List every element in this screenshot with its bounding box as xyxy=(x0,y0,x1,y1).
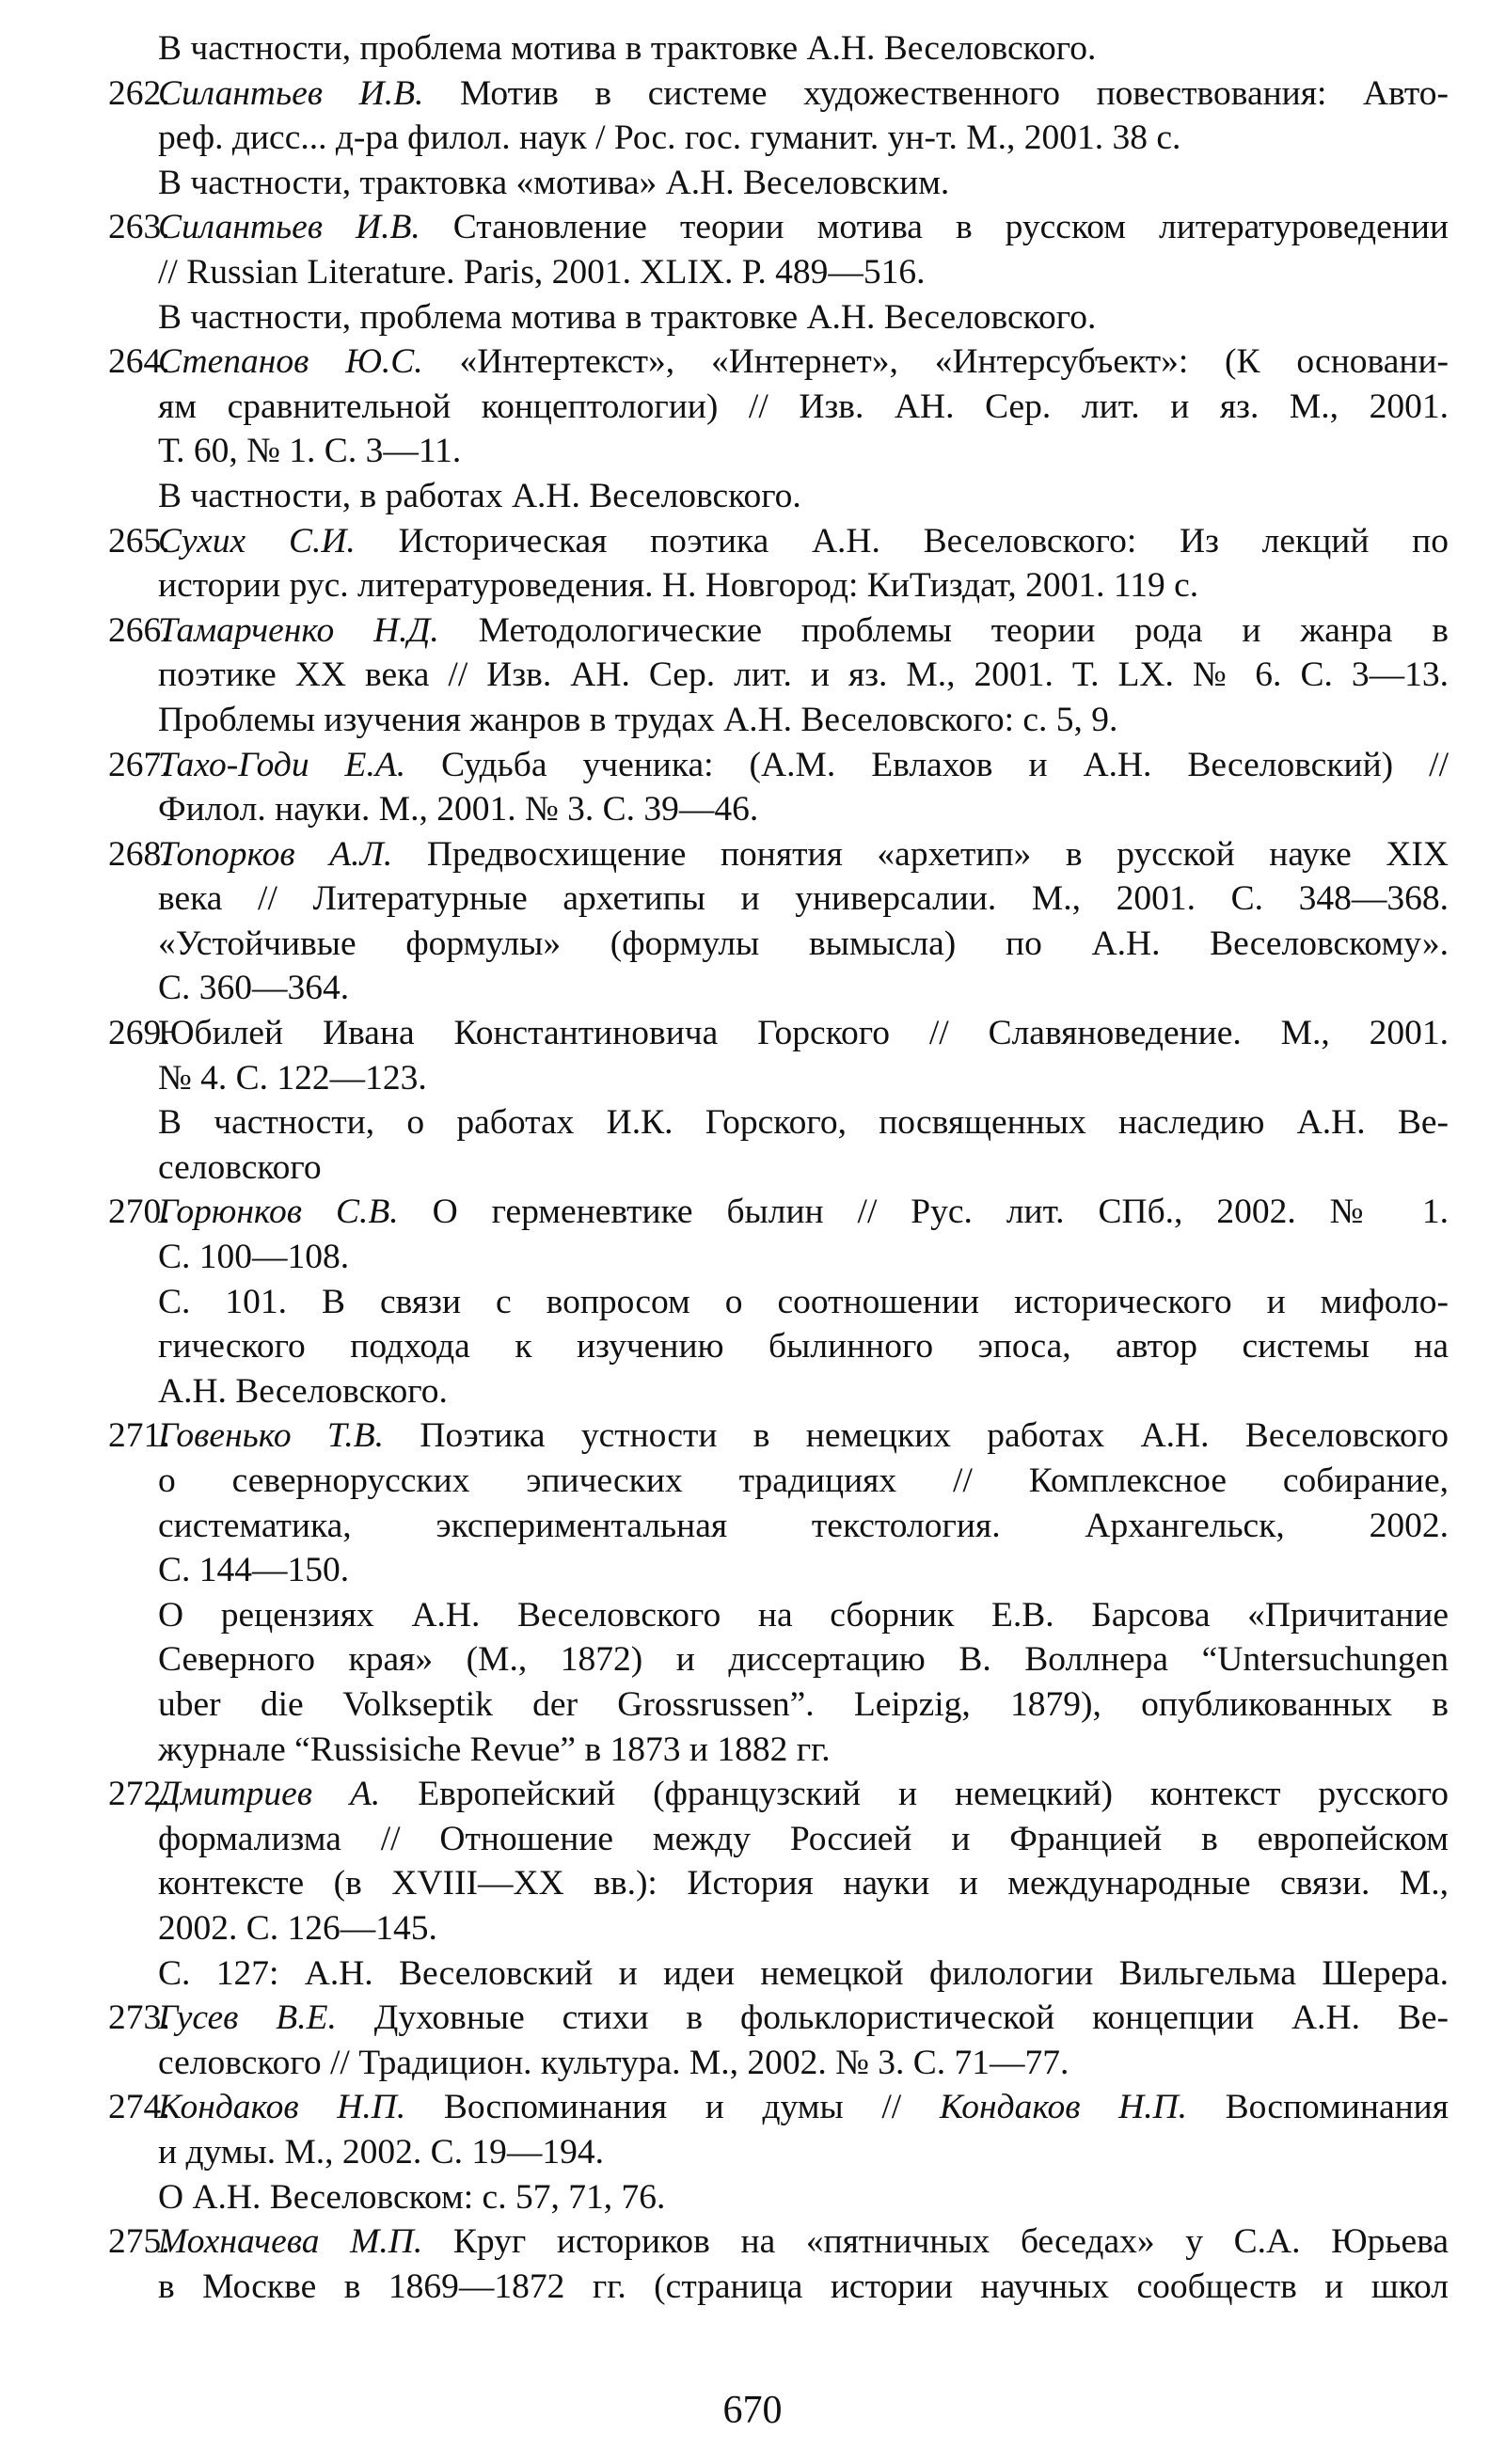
entry-author: Сухих С.И. xyxy=(158,521,356,561)
entry-line xyxy=(122,474,1449,519)
entry-line xyxy=(122,1906,1449,1951)
entry-number: 265. xyxy=(108,521,170,561)
entry-line xyxy=(122,1861,1449,1906)
entry-text: С. 144—150. xyxy=(158,1551,350,1590)
entry-text: Филол. науки. М., 2001. № 3. С. 39—46. xyxy=(158,790,759,829)
entry-text: О рецензиях А.Н. Веселовского на сборник Е.В. Барсова «Причитание xyxy=(158,1595,1449,1635)
entry-text: uber die Volkseptik der Grossrussen”. Leipzig, 1879), опубликованных в xyxy=(158,1684,1449,1724)
entry-text: «Устойчивые формулы» (формулы вымысла) по А.Н. Веселовскому». xyxy=(158,924,1449,963)
entry-line xyxy=(122,2041,1449,2086)
entry-text: поэтике XX века // Изв. АН. Сер. лит. и яз. М., 2001. Т. LX. № 6. С. 3—13. xyxy=(158,655,1449,695)
entry-line xyxy=(122,1235,1449,1280)
entry-author: Мохначева М.П. xyxy=(158,2222,423,2262)
entry-text: Юбилей Ивана Константиновича Горского // Славяноведение. М., 2001. xyxy=(158,1014,1449,1053)
entry-first-line xyxy=(108,71,1449,117)
entry-text: Поэтика устности в немецких работах А.Н. Веселовского xyxy=(384,1416,1449,1456)
entry-line xyxy=(122,250,1449,295)
entry-text: контексте (в XVIII—XX вв.): История науки и международные связи. М., xyxy=(158,1864,1449,1903)
entry-author: Тамарченко Н.Д. xyxy=(158,610,439,650)
entry-author: Кондаков Н.П. xyxy=(158,2088,406,2127)
entry-text: Проблемы изучения жанров в трудах А.Н. Веселовского: с. 5, 9. xyxy=(158,700,1118,739)
entry-line xyxy=(122,295,1449,340)
entry-number: 275. xyxy=(108,2222,170,2262)
entry-line xyxy=(122,653,1449,698)
entry-first-line xyxy=(108,1772,1449,1817)
entry-text: 2002. С. 126—145. xyxy=(158,1908,437,1948)
entry-number: 266. xyxy=(108,610,170,650)
entry-line xyxy=(122,1593,1449,1638)
entry-text: Предвосхищение понятия «архетип» в русской науке XIX xyxy=(392,834,1449,874)
entry-number: 271. xyxy=(108,1416,170,1456)
entry-text: О А.Н. Веселовском: с. 57, 71, 76. xyxy=(158,2177,666,2217)
entry-first-line xyxy=(108,2219,1449,2265)
entry-text: А.Н. Веселовского. xyxy=(158,1371,448,1411)
entry-first-line xyxy=(108,608,1449,654)
entry-text: В частности, трактовка «мотива» А.Н. Веселовским. xyxy=(158,163,950,202)
entry-line xyxy=(122,698,1449,743)
entry-text: С. 360—364. xyxy=(158,969,350,1008)
entry-author: Гусев В.Е. xyxy=(158,1998,337,2038)
entry-text: Мотив в системе художественного повествования: Авто- xyxy=(423,73,1449,113)
entry-author: Силантьев И.В. xyxy=(158,73,424,113)
entry-line xyxy=(122,1504,1449,1549)
entry-line xyxy=(122,1682,1449,1728)
entry-text: Воспоминания xyxy=(1187,2088,1449,2127)
entry-number: 269. xyxy=(108,1014,170,1053)
entry-text: систематика, экспериментальная текстология. Архангельск, 2002. xyxy=(158,1506,1449,1545)
entry-text: С. 127: А.Н. Веселовский и идеи немецкой филологии Вильгельма Шерера. xyxy=(158,1953,1449,1993)
entry-first-line xyxy=(108,832,1449,877)
entry-text: журнале “Russisiche Revue” в 1873 и 1882 гг. xyxy=(158,1730,831,1769)
entry-text: селовского // Традицион. культура. М., 2002. № 3. С. 71—77. xyxy=(158,2043,1069,2082)
entry-line xyxy=(122,2175,1449,2220)
entry-first-line xyxy=(108,1011,1449,1056)
entry-first-line xyxy=(108,2085,1449,2130)
entry-first-line xyxy=(108,519,1449,564)
entry-text: Судьба ученика: (А.М. Евлахов и А.Н. Веселовский) // xyxy=(405,745,1449,784)
entry-line xyxy=(122,1324,1449,1369)
entry-number: 272. xyxy=(108,1775,170,1814)
entry-line xyxy=(122,161,1449,206)
entry-text: «Интертекст», «Интернет», «Интерсубъект»: (К основани- xyxy=(422,342,1449,382)
entry-text: О герменевтике былин // Рус. лит. СПб., 2002. № 1. xyxy=(398,1193,1449,1232)
entry-line xyxy=(122,1637,1449,1682)
entry-number: 270. xyxy=(108,1193,170,1232)
entry-author: Силантьев И.В. xyxy=(158,208,420,247)
entry-line xyxy=(122,26,1449,71)
entry-author: Горюнков С.В. xyxy=(158,1193,399,1232)
entry-author: Топорков А.Л. xyxy=(158,834,393,874)
entry-first-line xyxy=(108,205,1449,250)
entry-line xyxy=(122,385,1449,430)
entry-first-line xyxy=(108,743,1449,788)
entry-text: Северного края» (М., 1872) и диссертацию В. Воллнера “Untersuchungen xyxy=(158,1640,1449,1680)
bibliography-page xyxy=(108,26,1449,2309)
entry-number: 274. xyxy=(108,2088,170,2127)
entry-first-line xyxy=(108,340,1449,385)
entry-text: формализма // Отношение между Россией и Францией в европейском xyxy=(158,1819,1449,1858)
entry-line xyxy=(122,877,1449,922)
entry-text: В частности, о работах И.К. Горского, посвященных наследию А.Н. Ве- xyxy=(158,1103,1449,1143)
entry-text: о севернорусских эпических традициях // Комплексное собирание, xyxy=(158,1461,1449,1500)
entry-line xyxy=(122,1728,1449,1773)
entry-text: истории рус. литературоведения. Н. Новгород: КиТиздат, 2001. 119 с. xyxy=(158,566,1199,606)
entry-line xyxy=(122,1548,1449,1593)
entry-text: В частности, проблема мотива в трактовке А.Н. Веселовского. xyxy=(158,29,1097,68)
entry-number: 262. xyxy=(108,73,170,113)
entry-text: Становление теории мотива в русском литературоведении xyxy=(420,208,1449,247)
entry-line xyxy=(122,1056,1449,1101)
entry-text: В частности, в работах А.Н. Веселовского. xyxy=(158,476,801,515)
entry-line xyxy=(122,429,1449,474)
entry-text: С. 100—108. xyxy=(158,1238,350,1277)
entry-text: в Москве в 1869—1872 гг. (страница истории научных сообществ и школ xyxy=(158,2267,1449,2306)
entry-text: № 4. С. 122—123. xyxy=(158,1058,427,1098)
entry-text: В частности, проблема мотива в трактовке А.Н. Веселовского. xyxy=(158,297,1097,337)
entry-line xyxy=(122,922,1449,967)
entry-author: Говенько Т.В. xyxy=(158,1416,385,1456)
entry-text: ям сравнительной концептологии) // Изв. АН. Сер. лит. и яз. М., 2001. xyxy=(158,387,1449,426)
entry-text: Круг историков на «пятничных беседах» у С.А. Юрьева xyxy=(422,2222,1449,2262)
entry-text: Т. 60, № 1. С. 3—11. xyxy=(158,432,462,471)
entry-number: 263. xyxy=(108,208,170,247)
entry-text: селовского xyxy=(158,1147,322,1187)
entry-line xyxy=(122,1280,1449,1325)
entry-text: гического подхода к изучению былинного эпоса, автор системы на xyxy=(158,1327,1449,1366)
entry-line xyxy=(122,1369,1449,1414)
entry-line xyxy=(122,2130,1449,2175)
page-number: 670 xyxy=(722,2389,783,2432)
entry-line xyxy=(122,2265,1449,2310)
entry-line xyxy=(122,116,1449,161)
entry-number: 264. xyxy=(108,342,170,382)
entry-line xyxy=(122,787,1449,832)
entry-text: и думы. М., 2002. С. 19—194. xyxy=(158,2132,605,2172)
entry-author: Дмитриев А. xyxy=(158,1775,381,1814)
entry-author: Степанов Ю.С. xyxy=(158,342,423,382)
entry-line xyxy=(122,1100,1449,1145)
entry-number: 267. xyxy=(108,745,170,784)
entry-text: века // Литературные архетипы и универсалии. М., 2001. С. 348—368. xyxy=(158,879,1449,919)
entry-line xyxy=(122,1817,1449,1862)
entry-first-line xyxy=(108,1414,1449,1459)
entry-text: // Russian Literature. Paris, 2001. XLIX. P. 489—516. xyxy=(158,252,926,292)
entry-line xyxy=(122,966,1449,1011)
entry-text: Историческая поэтика А.Н. Веселовского: Из лекций по xyxy=(355,521,1449,561)
entry-line xyxy=(122,1145,1449,1191)
entry-text: Европейский (французский и немецкий) контекст русского xyxy=(380,1775,1449,1814)
entry-first-line xyxy=(108,1190,1449,1235)
entry-number: 268. xyxy=(108,834,170,874)
entry-author: Кондаков Н.П. xyxy=(939,2088,1188,2127)
entry-line xyxy=(122,1951,1449,1997)
entry-line xyxy=(122,563,1449,608)
entry-text: реф. дисс... д-ра филол. наук / Рос. гос. гуманит. ун-т. М., 2001. 38 с. xyxy=(158,118,1181,158)
entry-text: Воспоминания и думы // xyxy=(405,2088,940,2127)
entry-text: Методологические проблемы теории рода и жанра в xyxy=(438,610,1449,650)
entry-number: 273. xyxy=(108,1998,170,2038)
entry-author: Тахо-Годи Е.А. xyxy=(158,745,406,784)
entry-text: С. 101. В связи с вопросом о соотношении исторического и мифоло- xyxy=(158,1282,1449,1321)
entry-line xyxy=(122,1459,1449,1504)
entry-text: Духовные стихи в фольклористической концепции А.Н. Ве- xyxy=(336,1998,1449,2038)
entry-first-line xyxy=(108,1996,1449,2041)
